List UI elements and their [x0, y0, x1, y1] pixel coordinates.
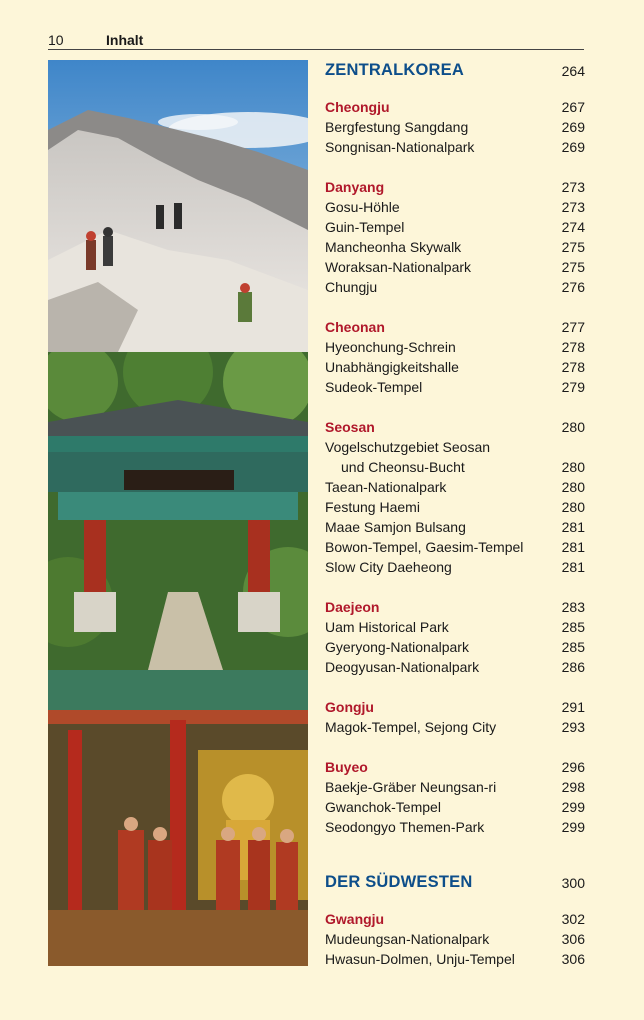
toc-city[interactable]: [325, 317, 585, 337]
toc-item[interactable]: [325, 257, 585, 277]
toc-item[interactable]: [325, 557, 585, 577]
toc-city[interactable]: [325, 97, 585, 117]
toc-title: Bowon-Tempel, Gaesim-Tempel: [325, 539, 524, 555]
toc-page-number: 299: [561, 819, 585, 835]
toc-page-number: 264: [561, 63, 585, 79]
toc-page-number: 277: [561, 319, 585, 335]
photo-temple-gate: [48, 352, 308, 670]
toc-item[interactable]: [325, 777, 585, 797]
toc-title: ZENTRALKOREA: [325, 61, 464, 79]
toc-page-number: 296: [561, 759, 585, 775]
toc-title: Daejeon: [325, 599, 380, 615]
toc-title: Hwasun-Dolmen, Unju-Tempel: [325, 951, 515, 967]
page-number: 10: [48, 32, 64, 48]
toc-title: Taean-Nationalpark: [325, 479, 447, 495]
toc-title: DER SÜDWESTEN: [325, 873, 473, 891]
toc-title: Songnisan-Nationalpark: [325, 139, 475, 155]
temple-interior-icon: [48, 670, 308, 966]
toc-title: Gwanchok-Tempel: [325, 799, 441, 815]
toc-item[interactable]: [325, 929, 585, 949]
toc-page-number: 285: [561, 639, 585, 655]
toc-item[interactable]: [325, 357, 585, 377]
toc-item[interactable]: [325, 377, 585, 397]
toc-item[interactable]: [325, 817, 585, 837]
toc-cont[interactable]: [325, 457, 585, 477]
section-title: Inhalt: [106, 32, 144, 48]
toc-page-number: 286: [561, 659, 585, 675]
toc-title: Buyeo: [325, 759, 368, 775]
toc-page-number: 299: [561, 799, 585, 815]
toc-title: Slow City Daeheong: [325, 559, 452, 575]
toc-title: Mudeungsan-Nationalpark: [325, 931, 490, 947]
toc-item[interactable]: [325, 117, 585, 137]
page-header: [48, 31, 584, 50]
toc-page-number: 281: [561, 539, 585, 555]
toc-page-number: 280: [561, 419, 585, 435]
toc-city[interactable]: [325, 417, 585, 437]
toc-title: Gwangju: [325, 911, 385, 927]
toc-item[interactable]: [325, 537, 585, 557]
toc-item[interactable]: [325, 717, 585, 737]
toc-page-number: 278: [561, 359, 585, 375]
toc-title: Uam Historical Park: [325, 619, 449, 635]
toc-item[interactable]: [325, 277, 585, 297]
toc-city[interactable]: [325, 757, 585, 777]
photo-temple-monks: [48, 670, 308, 966]
toc-page-number: 298: [561, 779, 585, 795]
toc-page-number: 269: [561, 139, 585, 155]
toc-title: Cheonan: [325, 319, 385, 335]
toc-page-number: 306: [561, 951, 585, 967]
toc-page-number: 275: [561, 239, 585, 255]
toc-page-number: 281: [561, 519, 585, 535]
toc-city[interactable]: [325, 177, 585, 197]
toc-page-number: 274: [561, 219, 585, 235]
toc-page-number: 267: [561, 99, 585, 115]
toc-title: Magok-Tempel, Sejong City: [325, 719, 497, 735]
toc-item[interactable]: [325, 657, 585, 677]
mountain-snow-icon: [48, 60, 308, 352]
toc-page-number: 281: [561, 559, 585, 575]
toc-title: Seosan: [325, 419, 375, 435]
toc-title: Guin-Tempel: [325, 219, 405, 235]
toc-item[interactable]: [325, 949, 585, 969]
toc-page-number: 285: [561, 619, 585, 635]
toc-page-number: 279: [561, 379, 585, 395]
toc-page-number: 273: [561, 199, 585, 215]
toc-title: Woraksan-Nationalpark: [325, 259, 472, 275]
toc-title: Festung Haemi: [325, 499, 420, 515]
toc-title: Unabhängigkeitshalle: [325, 359, 459, 375]
toc-city[interactable]: [325, 597, 585, 617]
toc-item[interactable]: [325, 797, 585, 817]
toc-title: Vogelschutzgebiet Seosan: [325, 439, 491, 455]
toc-page-number: 280: [561, 479, 585, 495]
toc-item[interactable]: [325, 337, 585, 357]
toc-page-number: 293: [561, 719, 585, 735]
toc-page-number: 302: [561, 911, 585, 927]
toc-page-number: 278: [561, 339, 585, 355]
toc-title: Sudeok-Tempel: [325, 379, 423, 395]
toc-title: Baekje-Gräber Neungsan-ri: [325, 779, 497, 795]
toc-item[interactable]: [325, 237, 585, 257]
toc-page-number: 273: [561, 179, 585, 195]
toc-page-number: 269: [561, 119, 585, 135]
toc-title: Mancheonha Skywalk: [325, 239, 462, 255]
photo-mountain-hikers: [48, 60, 308, 352]
toc-city[interactable]: [325, 909, 585, 929]
toc-page-number: 283: [561, 599, 585, 615]
toc-item[interactable]: [325, 497, 585, 517]
toc-title: Bergfestung Sangdang: [325, 119, 469, 135]
photo-column: [48, 60, 308, 966]
toc-title: Seodongyo Themen-Park: [325, 819, 485, 835]
toc-page-number: 306: [561, 931, 585, 947]
temple-gate-icon: [48, 352, 308, 670]
toc-item[interactable]: [325, 217, 585, 237]
toc-page-number: 276: [561, 279, 585, 295]
toc-region[interactable]: [325, 873, 585, 893]
toc-page-number: 275: [561, 259, 585, 275]
toc-item[interactable]: [325, 637, 585, 657]
toc-item[interactable]: [325, 477, 585, 497]
toc-page-number: 291: [561, 699, 585, 715]
toc-title: Gosu-Höhle: [325, 199, 400, 215]
toc-title: Hyeonchung-Schrein: [325, 339, 456, 355]
toc-item[interactable]: [325, 197, 585, 217]
toc-region[interactable]: [325, 61, 585, 81]
toc-item[interactable]: [325, 517, 585, 537]
toc-title: Maae Samjon Bulsang: [325, 519, 466, 535]
toc-title: Deogyusan-Nationalpark: [325, 659, 480, 675]
toc-item[interactable]: [325, 617, 585, 637]
toc-title: Gongju: [325, 699, 374, 715]
toc-title: Danyang: [325, 179, 385, 195]
toc-page-number: 280: [561, 499, 585, 515]
toc-item[interactable]: [325, 137, 585, 157]
toc-title: Cheongju: [325, 99, 390, 115]
toc-city[interactable]: [325, 697, 585, 717]
toc-page-number: 300: [561, 875, 585, 891]
toc-title: Gyeryong-Nationalpark: [325, 639, 469, 655]
toc-title: Chungju: [325, 279, 378, 295]
toc-title: und Cheonsu-Bucht: [341, 459, 465, 475]
toc-page-number: 280: [561, 459, 585, 475]
toc-item[interactable]: [325, 437, 585, 457]
